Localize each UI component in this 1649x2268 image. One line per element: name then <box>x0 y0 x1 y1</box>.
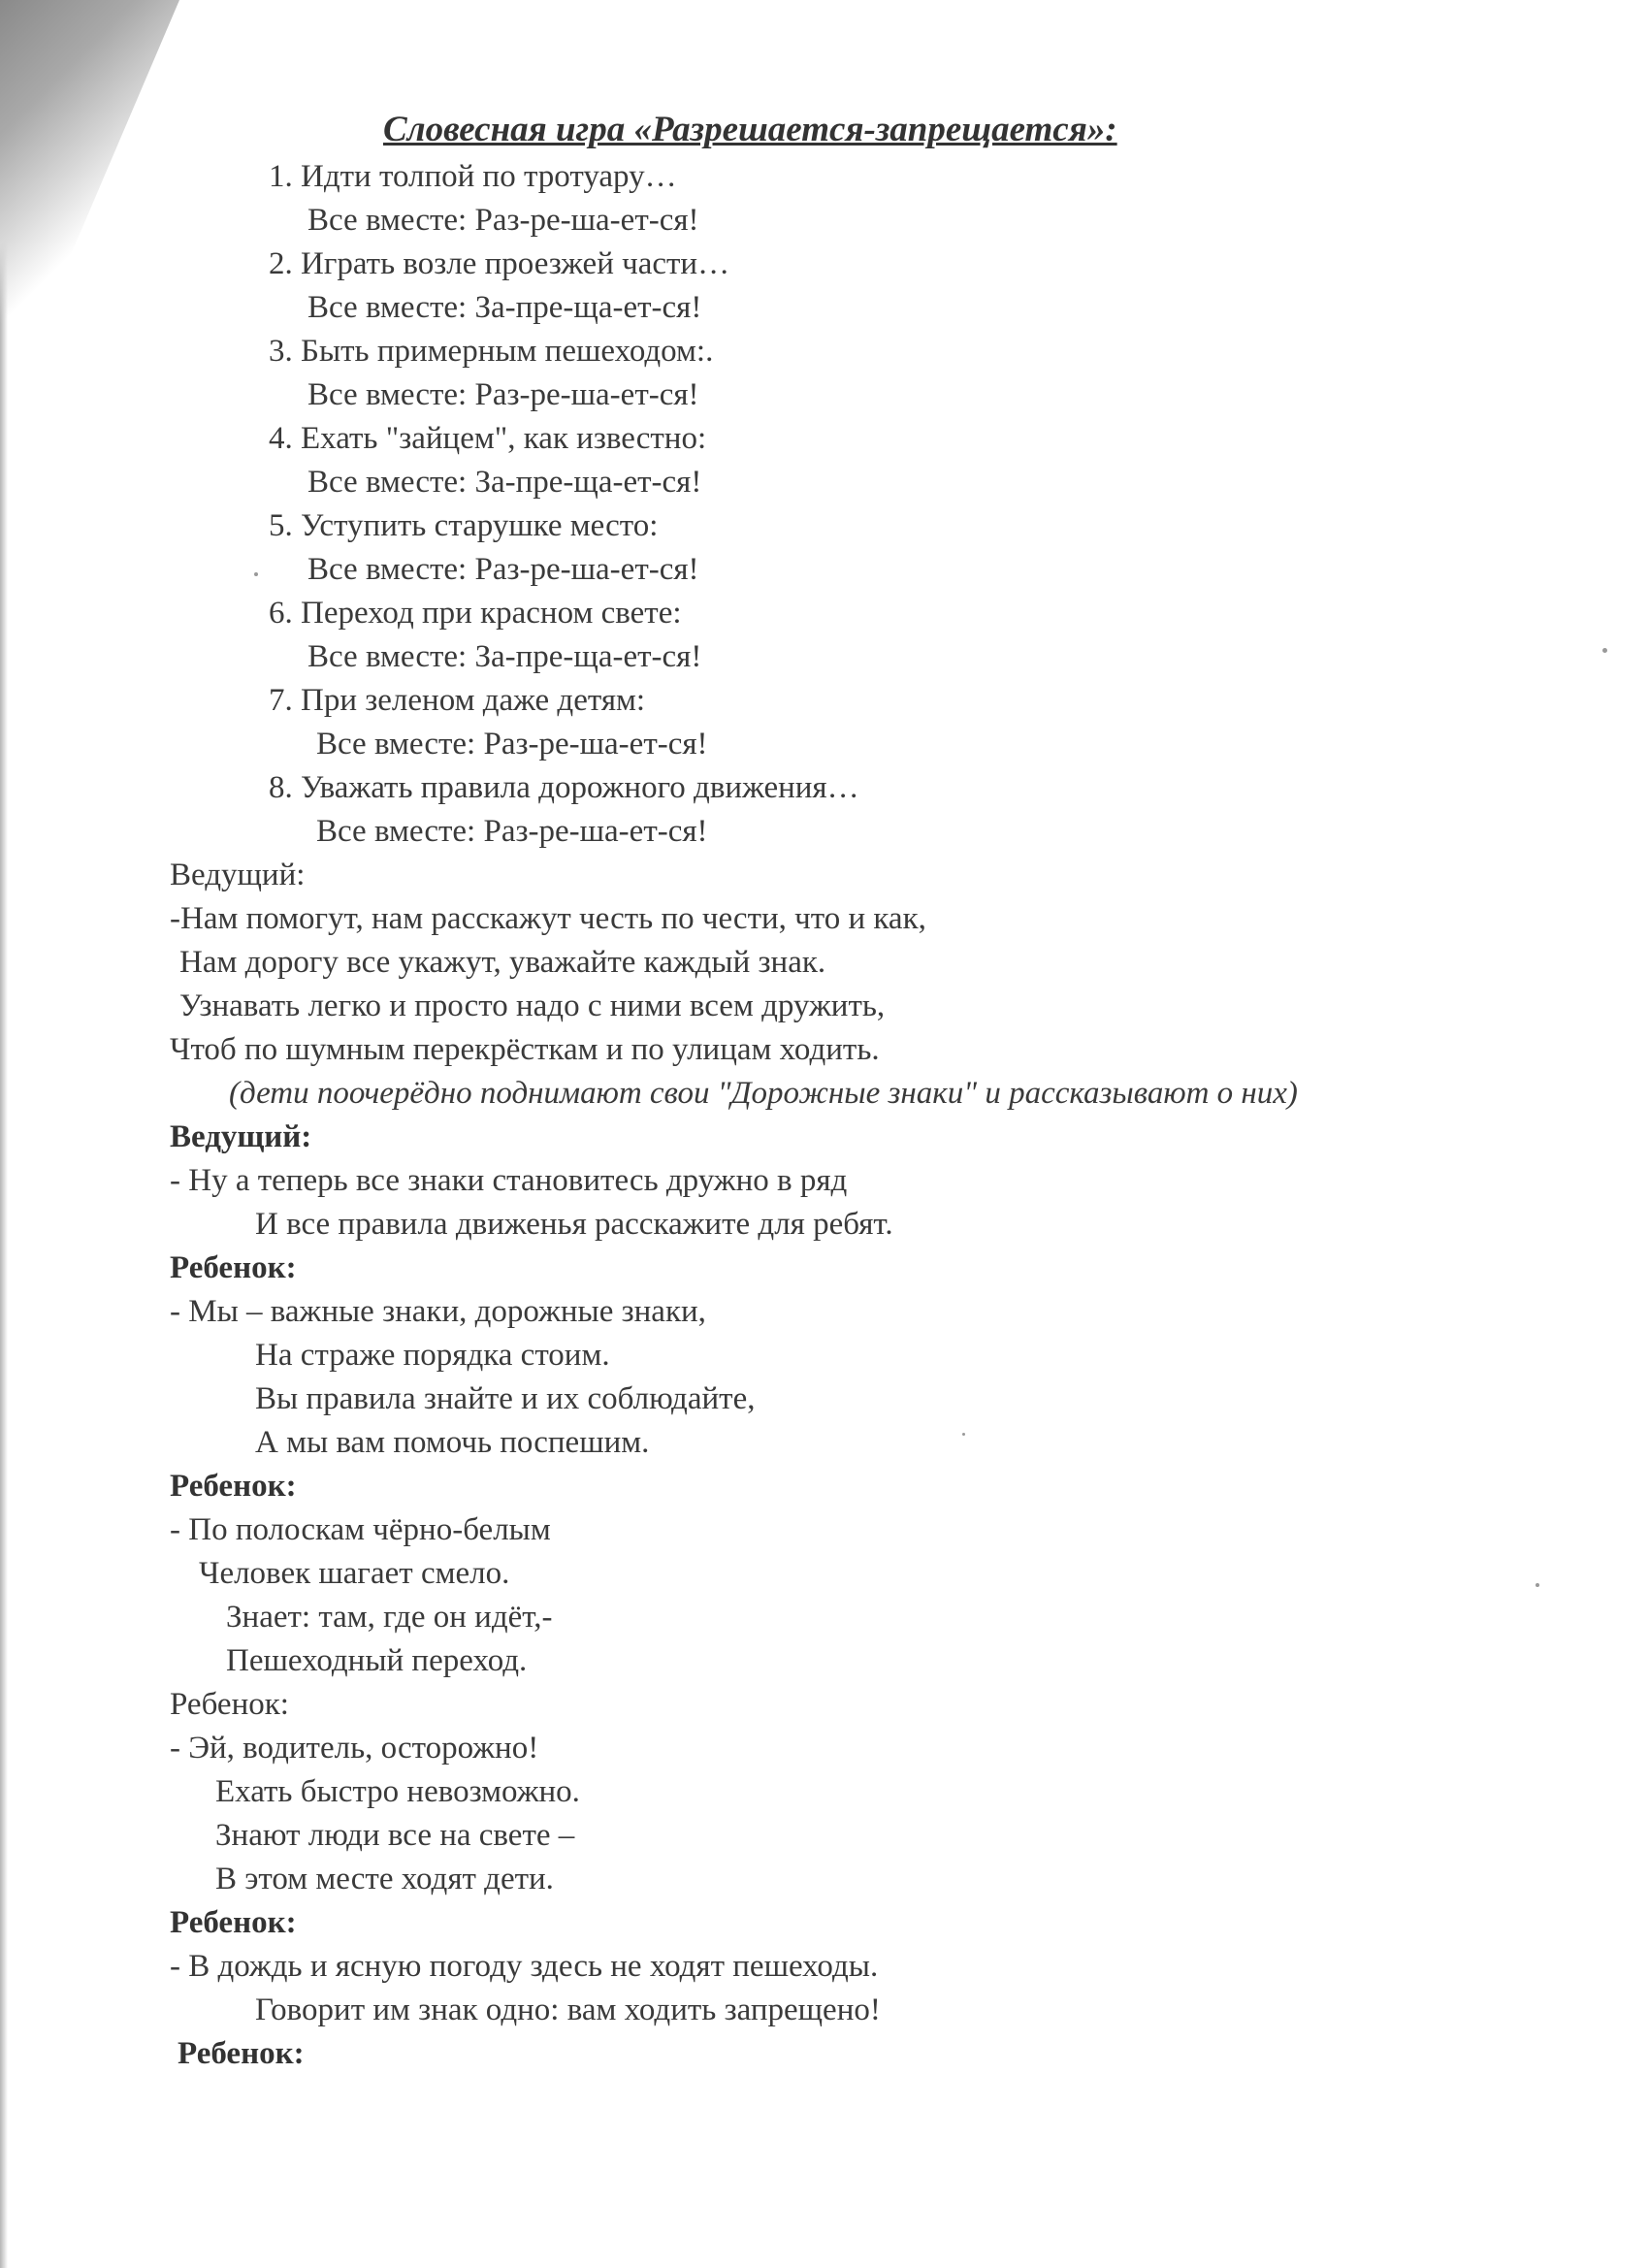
game-item-line: 4. Ехать "зайцем", как известно: <box>269 421 707 456</box>
speaker-label: Ребенок: <box>170 1469 297 1504</box>
verse-line: -Нам помогут, нам расскажут честь по чести, что и как, <box>170 901 926 936</box>
scan-speck <box>1536 1583 1539 1587</box>
game-item-line: 3. Быть примерным пешеходом:. <box>269 334 714 369</box>
verse-line: Ехать быстро невозможно. <box>215 1774 580 1809</box>
scan-speck <box>962 1433 965 1436</box>
verse-line: На страже порядка стоим. <box>255 1338 610 1373</box>
verse-line: В этом месте ходят дети. <box>215 1862 554 1896</box>
scan-speck <box>254 572 258 576</box>
verse-line: Знают люди все на свете – <box>215 1818 575 1853</box>
game-item-line: 6. Переход при красном свете: <box>269 596 682 631</box>
game-item-line: 2. Играть возле проезжей части… <box>269 246 730 281</box>
scan-speck <box>1602 648 1607 653</box>
speaker-label: Ребенок: <box>170 1905 297 1940</box>
game-item-line: 7. При зеленом даже детям: <box>269 683 646 718</box>
verse-line: Пешеходный переход. <box>226 1643 528 1678</box>
game-item-answer: Все вместе: За-пре-ща-ет-ся! <box>307 465 702 500</box>
speaker-label: Ведущий: <box>170 1119 312 1154</box>
verse-line: Человек шагает смело. <box>199 1556 510 1591</box>
speaker-label: Ведущий: <box>170 858 306 892</box>
speaker-label: Ребенок: <box>178 2036 305 2071</box>
verse-line: Нам дорогу все укажут, уважайте каждый знак. <box>179 945 826 980</box>
verse-line: Чтоб по шумным перекрёсткам и по улицам ходить. <box>170 1032 880 1067</box>
verse-line: - В дождь и ясную погоду здесь не ходят пешеходы. <box>170 1949 879 1984</box>
verse-line: - Эй, водитель, осторожно! <box>170 1731 539 1766</box>
game-item-line: 8. Уважать правила дорожного движения… <box>269 770 859 805</box>
game-item-answer: Все вместе: За-пре-ща-ет-ся! <box>307 639 702 674</box>
verse-line: И все правила движенья расскажите для ребят. <box>255 1207 893 1242</box>
game-item-answer: Все вместе: Раз-ре-ша-ет-ся! <box>307 377 699 412</box>
verse-line: Вы правила знайте и их соблюдайте, <box>255 1381 756 1416</box>
speaker-label: Ребенок: <box>170 1687 289 1722</box>
game-item-line: 5. Уступить старушке место: <box>269 508 659 543</box>
verse-line: - Мы – важные знаки, дорожные знаки, <box>170 1294 706 1329</box>
verse-line: - По полоскам чёрно-белым <box>170 1512 551 1547</box>
speaker-label: Ребенок: <box>170 1250 297 1285</box>
verse-line: Говорит им знак одно: вам ходить запрещено! <box>255 1993 881 2027</box>
verse-line: - Ну а теперь все знаки становитесь дружно в ряд <box>170 1163 848 1198</box>
game-item-answer: Все вместе: Раз-ре-ша-ет-ся! <box>307 203 699 238</box>
verse-line: А мы вам помочь поспешим. <box>255 1425 650 1460</box>
verse-line: Знает: там, где он идёт,- <box>226 1600 553 1635</box>
game-item-answer: Все вместе: Раз-ре-ша-ет-ся! <box>307 552 699 587</box>
document-title: Словесная игра «Разрешается-запрещается»: <box>383 110 1117 149</box>
game-item-answer: Все вместе: За-пре-ща-ет-ся! <box>307 290 702 325</box>
game-item-answer: Все вместе: Раз-ре-ша-ет-ся! <box>316 727 708 761</box>
stage-direction: (дети поочерёдно поднимают свои "Дорожные знаки" и рассказывают о них) <box>229 1076 1298 1111</box>
game-item-answer: Все вместе: Раз-ре-ша-ет-ся! <box>316 814 708 849</box>
verse-line: Узнавать легко и просто надо с ними всем дружить, <box>179 988 886 1023</box>
game-item-line: 1. Идти толпой по тротуару… <box>269 159 677 194</box>
